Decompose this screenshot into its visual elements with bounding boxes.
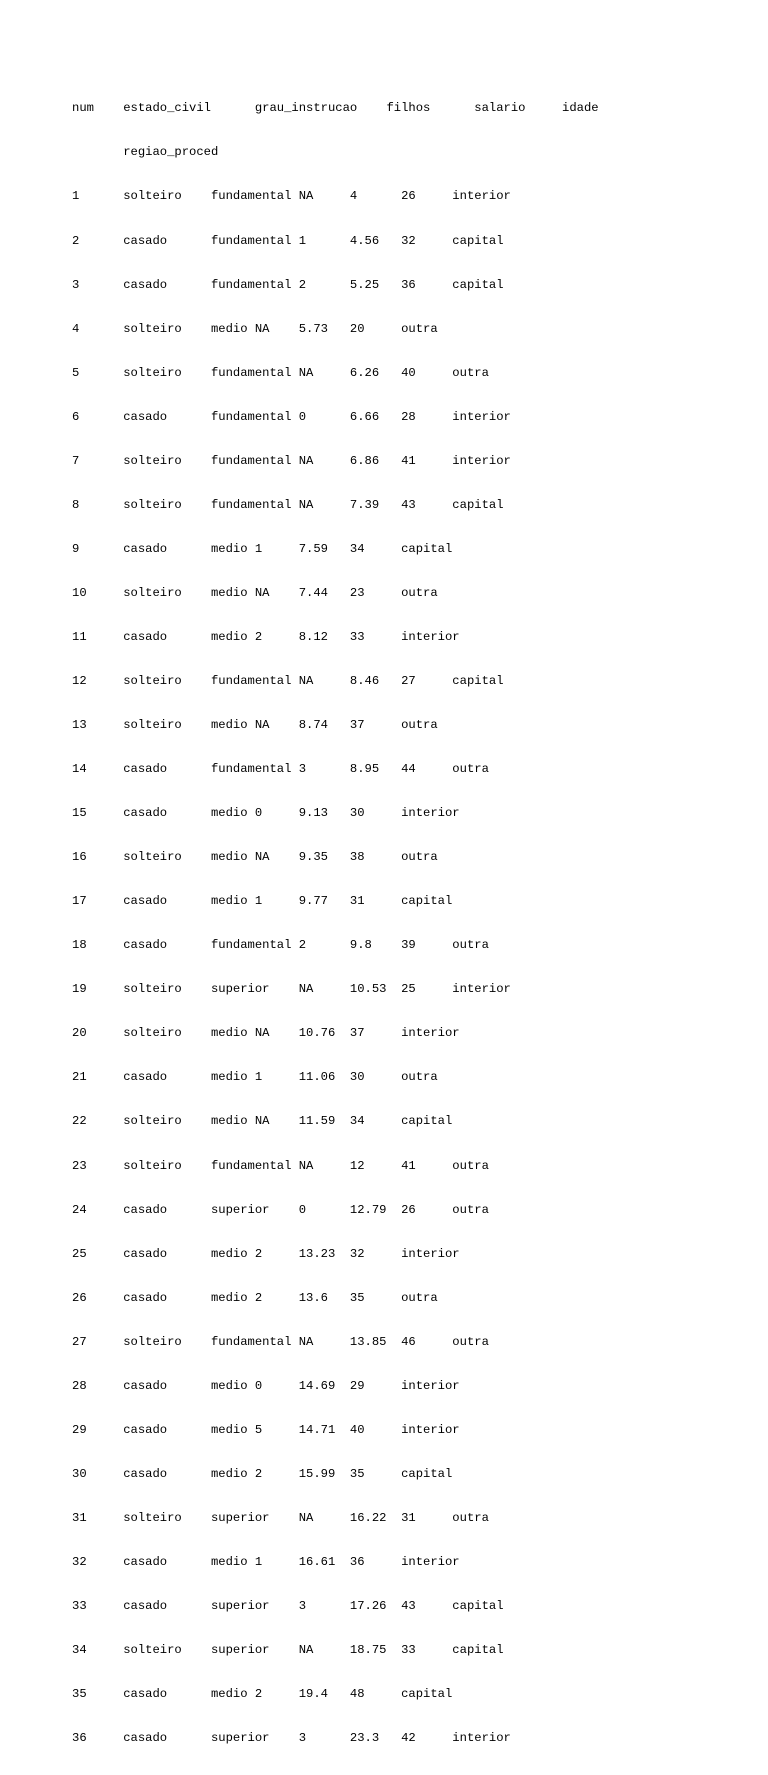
data-line: 27 solteiro fundamental NA 13.85 46 outra [72,1334,489,1349]
data-line: 10 solteiro medio NA 7.44 23 outra [72,585,438,600]
data-line: 12 solteiro fundamental NA 8.46 27 capital [72,673,504,688]
data-line: 23 solteiro fundamental NA 12 41 outra [72,1158,489,1173]
header-line: num estado_civil grau_instrucao filhos salario idade [72,101,599,116]
data-line: 31 solteiro superior NA 16.22 31 outra [72,1510,489,1525]
data-line: 7 solteiro fundamental NA 6.86 41 interior [72,453,511,468]
data-line: 25 casado medio 2 13.23 32 interior [72,1246,460,1261]
data-line: 36 casado superior 3 23.3 42 interior [72,1731,511,1746]
text-content [72,72,599,1775]
data-line: 11 casado medio 2 8.12 33 interior [72,629,460,644]
data-line: 21 casado medio 1 11.06 30 outra [72,1070,438,1085]
data-line: 16 solteiro medio NA 9.35 38 outra [72,850,438,865]
data-line: 33 casado superior 3 17.26 43 capital [72,1598,504,1613]
data-line: 14 casado fundamental 3 8.95 44 outra [72,762,489,777]
data-line: 22 solteiro medio NA 11.59 34 capital [72,1114,453,1129]
data-line: 32 casado medio 1 16.61 36 interior [72,1554,460,1569]
data-line: 24 casado superior 0 12.79 26 outra [72,1202,489,1217]
data-line: 2 casado fundamental 1 4.56 32 capital [72,233,504,248]
data-line: 28 casado medio 0 14.69 29 interior [72,1378,460,1393]
data-line: 13 solteiro medio NA 8.74 37 outra [72,718,438,733]
data-line: 26 casado medio 2 13.6 35 outra [72,1290,438,1305]
data-line: 3 casado fundamental 2 5.25 36 capital [72,277,504,292]
data-line: 4 solteiro medio NA 5.73 20 outra [72,321,438,336]
data-line: 17 casado medio 1 9.77 31 capital [72,894,453,909]
data-line: 9 casado medio 1 7.59 34 capital [72,541,453,556]
data-line: 1 solteiro fundamental NA 4 26 interior [72,189,511,204]
data-line: 19 solteiro superior NA 10.53 25 interior [72,982,511,997]
data-line: 35 casado medio 2 19.4 48 capital [72,1687,453,1702]
data-line: 5 solteiro fundamental NA 6.26 40 outra [72,365,489,380]
data-line: 6 casado fundamental 0 6.66 28 interior [72,409,511,424]
data-line: 8 solteiro fundamental NA 7.39 43 capital [72,497,504,512]
data-line: 34 solteiro superior NA 18.75 33 capital [72,1643,504,1658]
data-line: 20 solteiro medio NA 10.76 37 interior [72,1026,460,1041]
data-line: 30 casado medio 2 15.99 35 capital [72,1466,453,1481]
data-line: 18 casado fundamental 2 9.8 39 outra [72,938,489,953]
data-line: 15 casado medio 0 9.13 30 interior [72,806,460,821]
header-line-continued: regiao_proced [72,145,219,160]
data-line: 29 casado medio 5 14.71 40 interior [72,1422,460,1437]
